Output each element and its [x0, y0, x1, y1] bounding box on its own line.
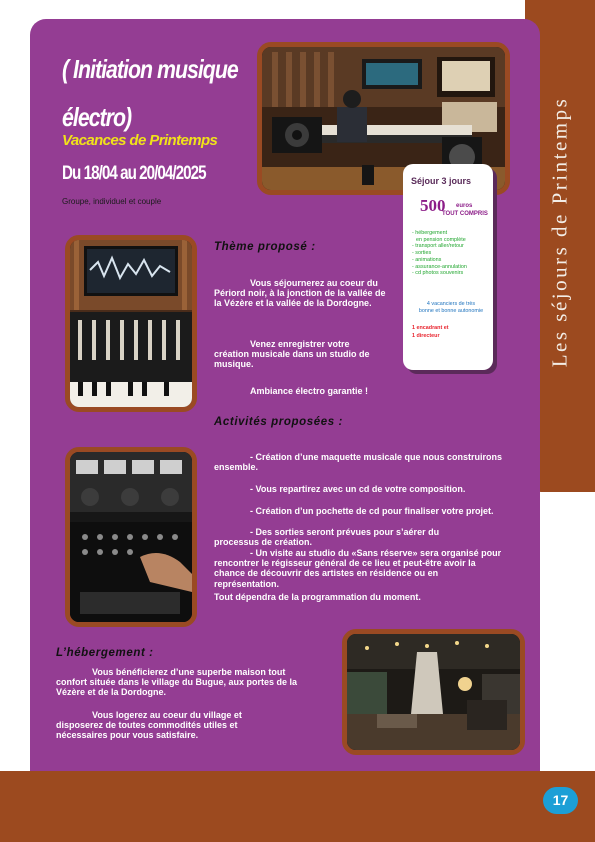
- theme-heading: Thème proposé :: [214, 241, 316, 253]
- page-number-badge: 17: [543, 787, 578, 814]
- section-title-vertical: Les séjours de Printemps: [547, 96, 572, 368]
- theme-paragraph-1: Vous séjournerez au coeur du Périord noir, à la jonction de la vallée de la Vézère et la vallée de la Dordogne.: [214, 278, 386, 309]
- included-item: - animations: [412, 256, 442, 263]
- group-size-line-1: 4 vacanciers de très: [426, 301, 476, 307]
- included-list: [412, 230, 467, 277]
- included-item: en pension complète: [416, 236, 466, 243]
- page-title: [62, 45, 238, 141]
- activity-note: Tout dépendra de la programmation du moment.: [214, 592, 421, 602]
- included-item: - hébergement: [412, 230, 448, 236]
- lodging-photo: [342, 629, 525, 755]
- price-card: [403, 164, 493, 370]
- staff-line-1: 1 encadrant et: [412, 325, 449, 331]
- subtitle: Vacances de Printemps: [62, 132, 218, 149]
- included-item: - cd photos souvenirs: [412, 270, 464, 277]
- activity-2: - Vous repartirez avec un cd de votre composition.: [250, 484, 466, 494]
- staff-line-2: 1 directeur: [412, 333, 440, 339]
- lodging-paragraph-2: Vous logerez au coeur du village et disposerez de toutes commodités utiles et nécessaires pour vous satisfaire.: [56, 710, 242, 741]
- mixer-photo: [65, 447, 197, 627]
- console-illustration: [70, 240, 192, 407]
- price-currency: euros: [456, 203, 473, 209]
- price-all-inclusive: TOUT COMPRIS: [442, 211, 488, 217]
- lodging-illustration: [347, 634, 520, 750]
- lodging-heading: L’hébergement :: [56, 647, 154, 659]
- audience-text: Groupe, individuel et couple: [62, 197, 162, 206]
- activities-heading: Activités proposées :: [214, 416, 343, 428]
- price-card-title: Séjour 3 jours: [411, 176, 472, 186]
- included-item: - assurance-annulation: [412, 263, 467, 270]
- activity-4: - Des sorties seront prévues pour s’aérer du processus de création.: [214, 527, 440, 548]
- theme-paragraph-2: Venez enregistrer votre création musicale dans un studio de musique.: [214, 339, 370, 370]
- theme-paragraph-3: Ambiance électro garantie !: [250, 386, 369, 396]
- group-size: [409, 301, 493, 315]
- title-line-1: ( Initiation musique: [62, 54, 238, 84]
- console-photo: [65, 235, 197, 412]
- stay-dates: Du 18/04 au 20/04/2025: [62, 163, 206, 184]
- staff-info: [412, 324, 449, 340]
- lodging-paragraph-1: Vous bénéficierez d’une superbe maison tout confort située dans le village du Bugue, aux portes de la Vézère et de la Dordogne.: [56, 667, 298, 698]
- price-value: 500: [420, 196, 446, 215]
- activity-3: - Création d’un pochette de cd pour finaliser votre projet.: [250, 506, 494, 516]
- footer-band: [0, 771, 595, 842]
- activity-1: - Création d’une maquette musicale que nous construirons ensemble.: [214, 452, 503, 473]
- included-item: - sorties: [412, 250, 432, 257]
- title-line-2: électro): [62, 102, 132, 132]
- mixer-illustration: [70, 452, 192, 622]
- included-item: - transport aller/retour: [412, 243, 464, 250]
- activity-5: - Un visite au studio du «Sans réserve» sera organisé pour rencontrer le régisseur général de ce lieu et peut-être avoir la chance de découvrir des artistes en résidence ou en représentation.: [214, 548, 502, 589]
- group-size-line-2: bonne et bonne autonomie: [418, 308, 484, 314]
